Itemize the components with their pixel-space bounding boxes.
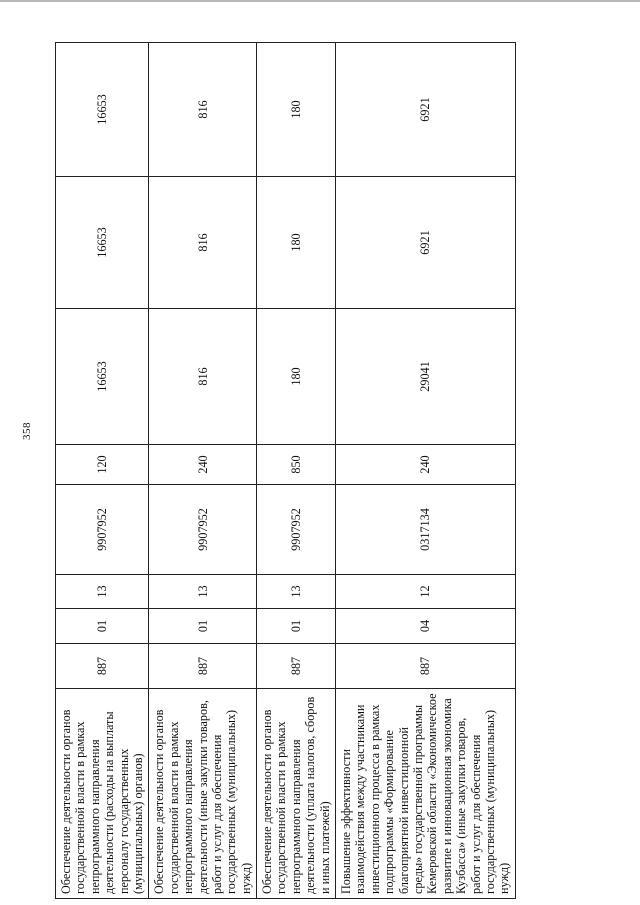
sum-year-1: 180 xyxy=(257,309,336,445)
section-code: 01 xyxy=(257,609,336,644)
page-number: 358 xyxy=(21,422,33,440)
table-row xyxy=(336,43,516,899)
sum-year-1: 816 xyxy=(149,309,257,445)
row-name: Обеспечение деятельности органов государственной власти в рамках непрограммного направления деятельности (уплата налогов, сборов и иных платежей) xyxy=(257,689,336,899)
target-article-code: 9907952 xyxy=(257,485,336,575)
subsection-code: 12 xyxy=(336,575,516,609)
target-article-code: 0317134 xyxy=(336,485,516,575)
expense-type-code: 850 xyxy=(257,445,336,485)
sum-year-2: 180 xyxy=(257,177,336,309)
subsection-code: 13 xyxy=(257,575,336,609)
sum-year-3: 16653 xyxy=(56,43,149,177)
sum-year-1: 16653 xyxy=(56,309,149,445)
table-row xyxy=(149,43,257,899)
sum-year-3: 6921 xyxy=(336,43,516,177)
subsection-code: 13 xyxy=(149,575,257,609)
ministry-code: 887 xyxy=(149,644,257,689)
budget-table xyxy=(55,42,516,899)
target-article-code: 9907952 xyxy=(56,485,149,575)
subsection-code: 13 xyxy=(56,575,149,609)
sum-year-3: 816 xyxy=(149,43,257,177)
ministry-code: 887 xyxy=(336,644,516,689)
table-row xyxy=(56,43,149,899)
top-edge-line xyxy=(0,0,640,2)
row-name: Обеспечение деятельности органов государственной власти в рамках непрограммного направления деятельности (расходы на выплаты персоналу государственных (муниципальных) органов) xyxy=(56,689,149,899)
expense-type-code: 240 xyxy=(149,445,257,485)
sum-year-2: 816 xyxy=(149,177,257,309)
ministry-code: 887 xyxy=(56,644,149,689)
section-code: 04 xyxy=(336,609,516,644)
section-code: 01 xyxy=(149,609,257,644)
section-code: 01 xyxy=(56,609,149,644)
budget-table-container xyxy=(55,43,512,899)
sum-year-3: 180 xyxy=(257,43,336,177)
sum-year-1: 29041 xyxy=(336,309,516,445)
row-name: Повышение эффективности взаимодействия между участниками инвестиционного процесса в рамках подпрограммы «Формирование благоприятной инвестиционной среды» государственной программы Кемеровской области «Экономическое развитие и инновационная экономика Кузбасса» (иные закупки товаров, работ и услуг для обеспечения государственных (муниципальных) нужд) xyxy=(336,689,516,899)
ministry-code: 887 xyxy=(257,644,336,689)
expense-type-code: 240 xyxy=(336,445,516,485)
table-row xyxy=(257,43,336,899)
sum-year-2: 6921 xyxy=(336,177,516,309)
target-article-code: 9907952 xyxy=(149,485,257,575)
expense-type-code: 120 xyxy=(56,445,149,485)
sum-year-2: 16653 xyxy=(56,177,149,309)
row-name: Обеспечение деятельности органов государственной власти в рамках непрограммного направления деятельности (иные закупки товаров, работ и услуг для обеспечения государственных (муниципальных) нужд) xyxy=(149,689,257,899)
